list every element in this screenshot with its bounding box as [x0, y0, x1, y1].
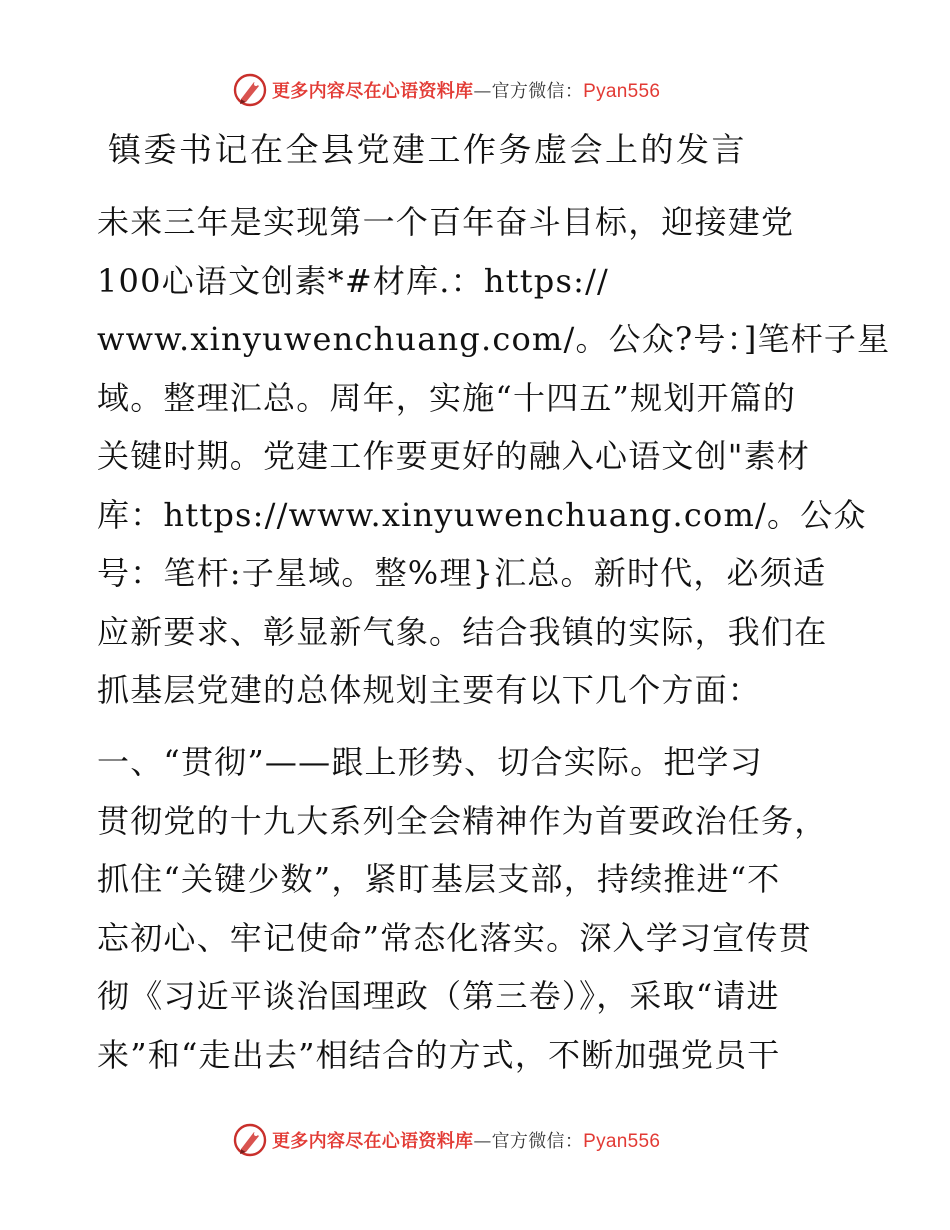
text-line: 应新要求、彰显新气象。结合我镇的实际，我们在 — [97, 612, 828, 651]
header-text — [272, 77, 660, 103]
footer-wechat-label: 官方微信： — [491, 1131, 584, 1152]
footer-wechat-id: Pyan556 — [583, 1131, 661, 1152]
text-line: 未来三年是实现第一个百年奋斗目标，迎接建党 — [97, 203, 795, 241]
text-line: 关键时期。党建工作要更好的融入心语文创"素材 — [97, 437, 811, 475]
paragraph-1 — [97, 193, 891, 720]
text-line: 库：https://www.xinyuwenchuang.com/。公众 — [97, 495, 867, 534]
header-wechat-label: 官方微信： — [491, 81, 584, 102]
text-line: 抓住“关键少数”，紧盯基层支部，持续推进“不 — [97, 860, 781, 898]
text-line: 抓基层党建的总体规划主要有以下几个方面： — [97, 671, 762, 709]
text-line: 号：笔杆:子星域。整%理}汇总。新时代，必须适 — [97, 554, 827, 592]
footer-banner — [232, 1120, 712, 1160]
text-line: 域。整理汇总。周年，实施“十四五”规划开篇的 — [97, 378, 797, 417]
header-main-text: 更多内容尽在心语资料库 — [272, 81, 474, 102]
text-line: 100心语文创素*#材库.：https:// — [97, 261, 610, 300]
text-line: 一、“贯彻”——跟上形势、切合实际。把学习 — [97, 743, 763, 781]
paragraph-2 — [97, 733, 857, 1084]
header-separator: — — [473, 81, 492, 102]
text-line: 忘初心、牢记使命”常态化落实。深入学习宣传贯 — [97, 918, 812, 957]
header-banner — [232, 70, 712, 110]
text-line: www.xinyuwenchuang.com/。公众?号：]笔杆子星 — [97, 320, 891, 358]
footer-separator: — — [473, 1131, 492, 1152]
pen-logo-icon — [232, 1122, 268, 1158]
pen-logo-icon — [232, 72, 268, 108]
footer-main-text: 更多内容尽在心语资料库 — [272, 1131, 474, 1152]
document-title: 镇委书记在全县党建工作务虚会上的发言 — [108, 130, 747, 169]
text-line: 贯彻党的十九大系列全会精神作为首要政治任务， — [97, 801, 828, 840]
footer-text — [272, 1127, 660, 1153]
header-wechat-id: Pyan556 — [583, 81, 661, 102]
text-line: 彻《习近平谈治国理政（第三卷）》，采取“请进 — [97, 977, 780, 1015]
text-line: 来”和“走出去”相结合的方式，不断加强党员干 — [97, 1035, 781, 1074]
